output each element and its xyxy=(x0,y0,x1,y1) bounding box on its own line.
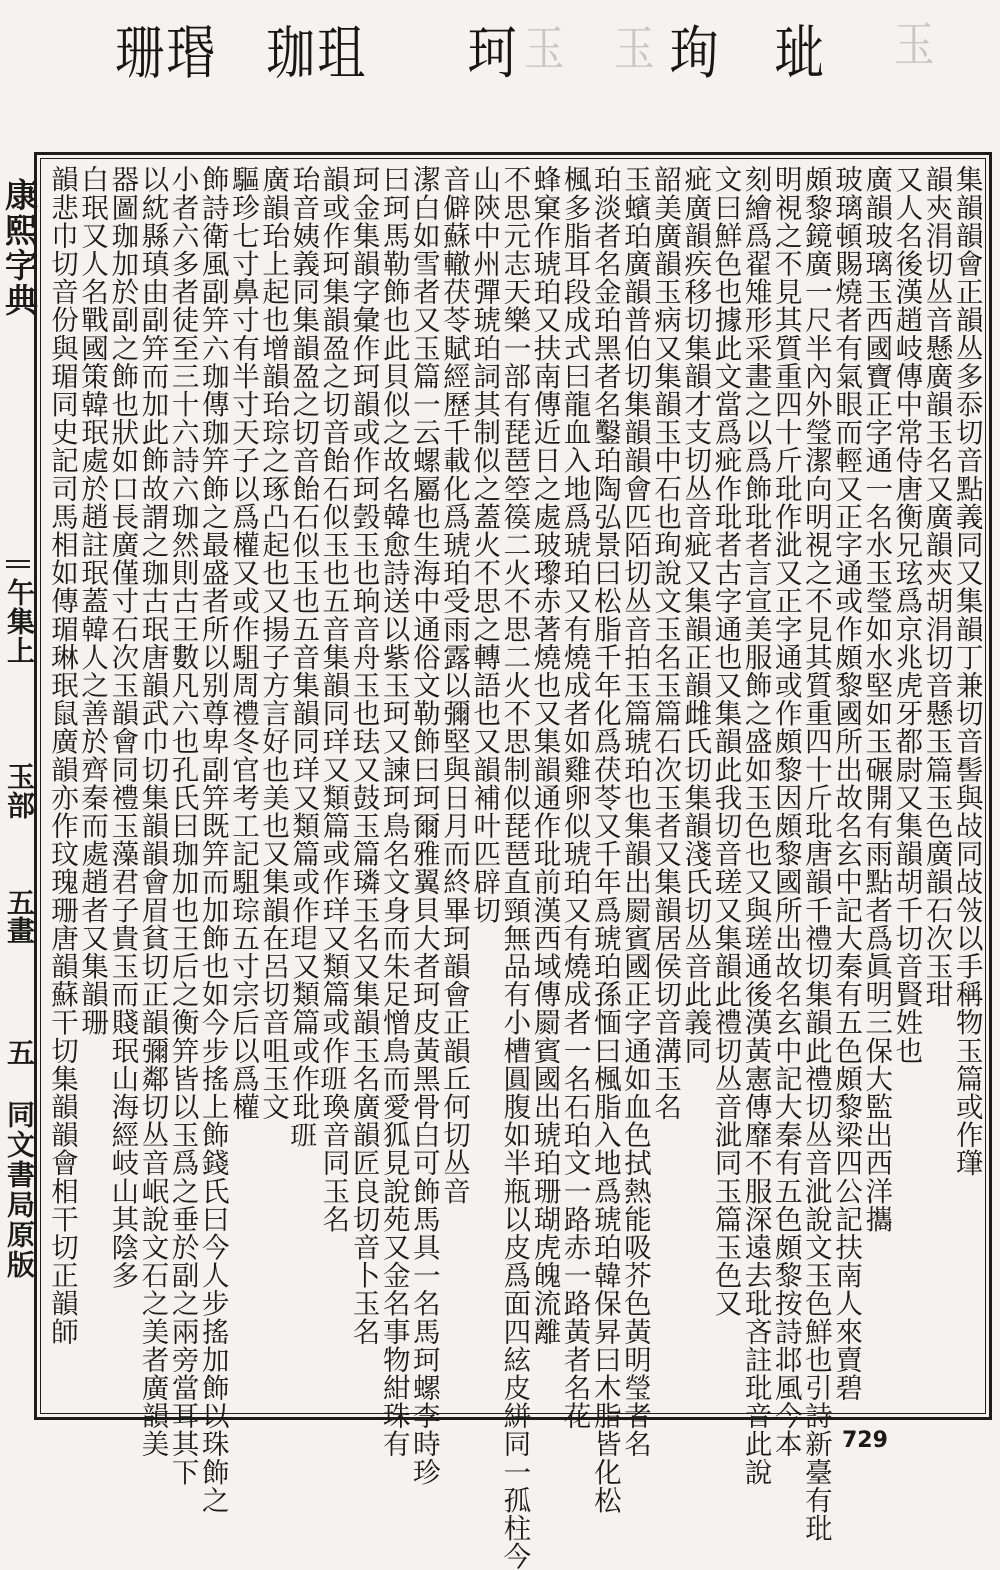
stroke-count-label: 五畫 xyxy=(3,888,36,944)
text-column: 集韻韻會正韻丛多忝切音點義同又集韻丁兼切音髻與敁同敁㪁以手稱物玉篇或作㻶 xyxy=(950,165,983,1177)
seal-glyph-ke: 珂 xyxy=(467,19,519,87)
page-number: 729 xyxy=(842,1428,888,1453)
seal-script-header xyxy=(0,0,1000,110)
text-column: 白珉又人名戰國策韓珉處於趙註珉蓋韓人之善於齊秦而處趙者又集韻珊 xyxy=(76,165,109,1037)
text-column: 以紞縣瑱由副笄而加此飾故謂之珈古珉唐韻武巾切集韻韻會眉貧切正韻彌鄰切丛音岷說文石之美者廣韻美 xyxy=(136,165,169,1458)
publisher-label: 同文書局原版 xyxy=(3,1100,36,1280)
text-column: 韻或作珂集韻盈之切音飴石似玉也五音集韻同珜又類篇或作珜又類篇或作𤤻瑍音同玉名 xyxy=(317,165,350,1233)
text-column: 玉蠙珀廣韻普伯切集韻韻會匹陌切丛音拍玉篇琥珀也集韻出罽賓國正字通如血色拭熱能吸芥色黃明瑩者名 xyxy=(618,165,651,1458)
volume-label: 五 xyxy=(3,1038,36,1066)
text-column: 廣韻玻璃玉西國寶正字通一名水玉瑩如水堅如玉碾開有雨點者爲眞明三保大監出西洋攜 xyxy=(860,165,893,1233)
text-column: 珀淡者名金珀黑者名鑿珀陶弘景曰松脂千年化爲茯苓又千年爲琥珀孫愐曰楓脂入地爲琥珀韓保昇曰木脂皆化松 xyxy=(588,165,621,1514)
faint-seal-glyph: 玉 xyxy=(893,16,937,73)
text-column: 頗黎鏡廣一尺半內外瑩潔向明視之不見其質重四十斤玭唐韻千禮切集韻此禮切丛音泚說文玉色鮮也引詩新臺有玭 xyxy=(799,165,832,1542)
text-column: 珂金集韻字彙作珂韻或作珂瑴玉也珦音舟玉也珐又鼓玉篇璘玉名又集韻玉名廣韻匠良切音卜玉名 xyxy=(347,165,380,1346)
text-column: 山陝中州彈琥珀詞其制似之蓋火不思之轉語也又韻補叶匹辟切 xyxy=(468,165,501,924)
section-label: 午集上 xyxy=(3,578,36,665)
text-column: 韻㚒涓切丛音懸廣韻玉名又廣韻㚒胡涓切音懸玉篇玉色廣韻石次玉玵 xyxy=(920,165,953,1008)
margin-title-strip xyxy=(0,150,39,1370)
text-column: 潔白如雪者又玉篇一云螺屬也生海中通俗文勒飾曰珂爾雅翼貝大者珂皮黃黑骨白可飾馬具一名馬珂螺李時珍 xyxy=(407,165,440,1486)
text-column: 玻璃頓賜燒者有氣眼而輕又正字通或作頗黎國所出故名玄中記大秦有五色頗黎梁四公記扶南人來賣碧 xyxy=(830,165,863,1402)
text-column: 曰珂馬勒飾也此貝似之故名韓愈詩送以紫玉珂又諫珂鳥名文身而朱足憎鳥而愛狐見說苑又金名事物紺珠有 xyxy=(377,165,410,1458)
text-column: 廣韻珆上起也增韻珆琮之琢凸起也又揚子方言好也美也又集韻在呂切音咀玉文 xyxy=(257,165,290,1121)
text-column: 韻悲巾切音份與瑂同史記司馬相如傳瑂琳珉鼠廣韻亦作玟瑰珊唐韻蘇干切集韻韻會相干切正韻師 xyxy=(46,165,78,1346)
text-column: 驅珍七寸鼻寸有半寸天子以爲權又或作駔周禮冬官考工記駔琮五寸宗后以爲權 xyxy=(226,165,259,1121)
text-column: 疵廣韻疾移切集韻才支切丛音疵又集韻正韻雌氏切集韻淺氏切丛音此義同 xyxy=(679,165,712,1065)
text-column: 小者六多者徒至三十六詩六珈然則古王數凡六也孔氏曰珈加也王后之衡笄皆以玉爲之垂於副之兩旁當耳其下 xyxy=(166,165,199,1486)
faint-seal-glyph: 玉 xyxy=(613,20,657,77)
book-title: 康熙字典 xyxy=(0,178,39,318)
text-column: 飾詩衛風副笄六珈傳珈笄飾之最盛者所以别尊卑副笄既笄而加飾也如今步搖上飾錢氏曰今人步搖加飾以珠飾之 xyxy=(196,165,229,1514)
text-column: 音僻蘇轍茯苓賦經歷千載化爲琥珀受雨露以彌堅與日月而終畢珂韻會正韻丘何切丛音 xyxy=(438,165,471,1205)
radical-label: 玉部 xyxy=(3,762,36,820)
text-column: 又人名後漢趙岐傳中常侍唐衡兄玹爲京兆虎牙都尉又集韻胡千切音賢姓也 xyxy=(890,165,923,1065)
text-column: 韶美廣韻玉病又集韻玉中石也珣說文玉名玉篇石次玉者又集韻居侯切音溝玉名 xyxy=(649,165,682,1121)
text-column: 文曰鮮色也據此文當爲疵作玭者古字通也又集韻此我切音瑳又集韻此禮切丛音泚同玉篇玉色又 xyxy=(709,165,742,1318)
seal-glyph-jia-zu: 珈珇 xyxy=(265,19,368,87)
text-column: 楓多脂耳段成式曰龍血入地爲琥珀又有燒成者如雞卵似琥珀又有燒成者一名石珀文一路赤一路黃者名花 xyxy=(558,165,591,1430)
seal-glyph-xun: 珣 xyxy=(669,19,721,87)
seal-glyph-shan-min: 珊瑉 xyxy=(114,19,217,87)
text-column: 珆音姨義同集韻盈之切音飴石似玉也五音集韻同珜又類篇或作𤥛又類篇或作玭𤤻 xyxy=(287,165,320,1149)
text-column: 器圖珈加於副之飾也狀如口長廣僅寸石次玉韻會同禮玉藻君子貴玉而賤珉山海經岐山其陰多 xyxy=(106,165,139,1289)
margin-divider xyxy=(6,560,30,568)
seal-glyph-ci: 玼 xyxy=(774,19,826,87)
text-column: 明視之不見其質重四十斤玭作泚又正字通或作頗黎因頗黎國所出故名玄中記大秦有五色頗黎按詩邶風今本 xyxy=(769,165,802,1458)
text-column: 刻繪爲翟雉形采畫之以爲飾玭者言宣美服飾之盛如玉色也又與瑳通後漢黃憲傳靡不服深遠去玭吝註玭音此說 xyxy=(739,165,772,1486)
faint-seal-glyph: 玉 xyxy=(523,20,567,77)
text-column: 不思元志天樂一部有琵琶箜篌二火不思二火不思制似琵琶直頸無品有小槽圓腹如半瓶以皮爲面四絃皮絣同一孤柱今 xyxy=(498,165,531,1570)
text-column: 蜂窠作琥珀又扶南傳近日之處玻瓈赤著燒也又集韻通作玭前漢西域傳罽賓國出琥珀珊瑚虎魄流離 xyxy=(528,165,561,1346)
